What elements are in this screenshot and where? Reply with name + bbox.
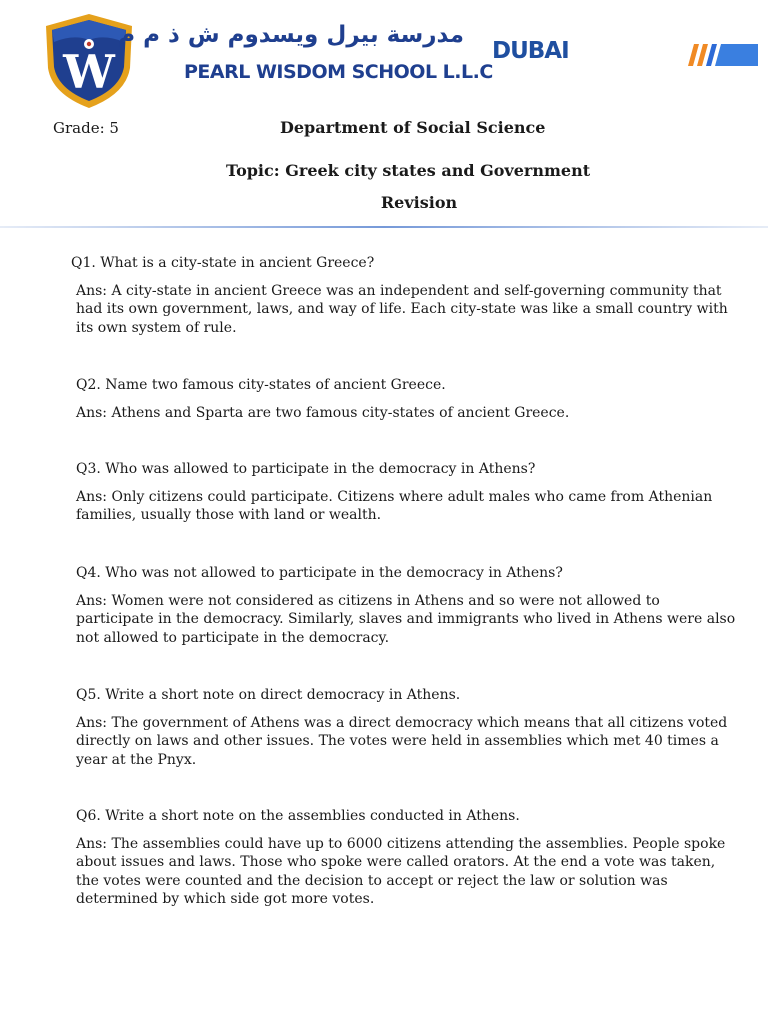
question: Q6. Write a short note on the assemblies conducted in Athens. (76, 808, 520, 824)
school-name-arabic: مدرسة بيرل ويسدوم ش ذ م م (118, 22, 464, 48)
header-divider (0, 226, 768, 228)
question: Q5. Write a short note on direct democracy in Athens. (76, 687, 461, 703)
qa-block (76, 807, 736, 908)
question: Q1. What is a city-state in ancient Greece? (71, 255, 375, 271)
topic-title: Topic: Greek city states and Government (226, 161, 591, 180)
answer: Ans: A city-state in ancient Greece was an independent and self-governing community that had its own government, laws, and way of life. Each city-state was like a small country with its own system of rule. (76, 283, 728, 336)
answer: Ans: Only citizens could participate. Citizens where adult males who came from Athenian families, usually those with land or wealth. (76, 489, 713, 524)
revision-title: Revision (380, 193, 458, 212)
question: Q3. Who was allowed to participate in the democracy in Athens? (76, 461, 536, 477)
qa-block (76, 376, 736, 422)
question: Q4. Who was not allowed to participate in the democracy in Athens? (76, 565, 563, 581)
qa-block (76, 460, 736, 525)
question: Q2. Name two famous city-states of ancient Greece. (76, 377, 446, 393)
school-name: PEARL WISDOM SCHOOL L.L.C (184, 61, 493, 83)
qa-block (71, 254, 736, 337)
answer: Ans: The government of Athens was a direct democracy which means that all citizens voted directly on laws and other issues. The votes were held in assemblies which met 40 times a year at the Pnyx. (76, 715, 728, 768)
svg-text:W: W (63, 45, 115, 99)
letterhead (0, 0, 768, 230)
answer: Ans: Athens and Sparta are two famous city-states of ancient Greece. (76, 405, 570, 421)
department-title: Department of Social Science (280, 118, 546, 137)
qa-block (76, 564, 736, 647)
grade-label: Grade: 5 (53, 119, 119, 137)
stripe-accent-icon (688, 44, 758, 66)
answer: Ans: Women were not considered as citizens in Athens and so were not allowed to participate in the democracy. Similarly, slaves and immigrants who lived in Athens were also not allowed to participate in the democracy. (76, 593, 736, 646)
answer: Ans: The assemblies could have up to 6000 citizens attending the assemblies. People spoke about issues and laws. Those who spoke were called orators. At the end a vote was taken, the votes were counted and the decision to accept or reject the law or solution was determined by which side got more votes. (76, 836, 726, 907)
qa-block (76, 686, 736, 769)
dubai-logo: DUBAI (492, 38, 569, 64)
